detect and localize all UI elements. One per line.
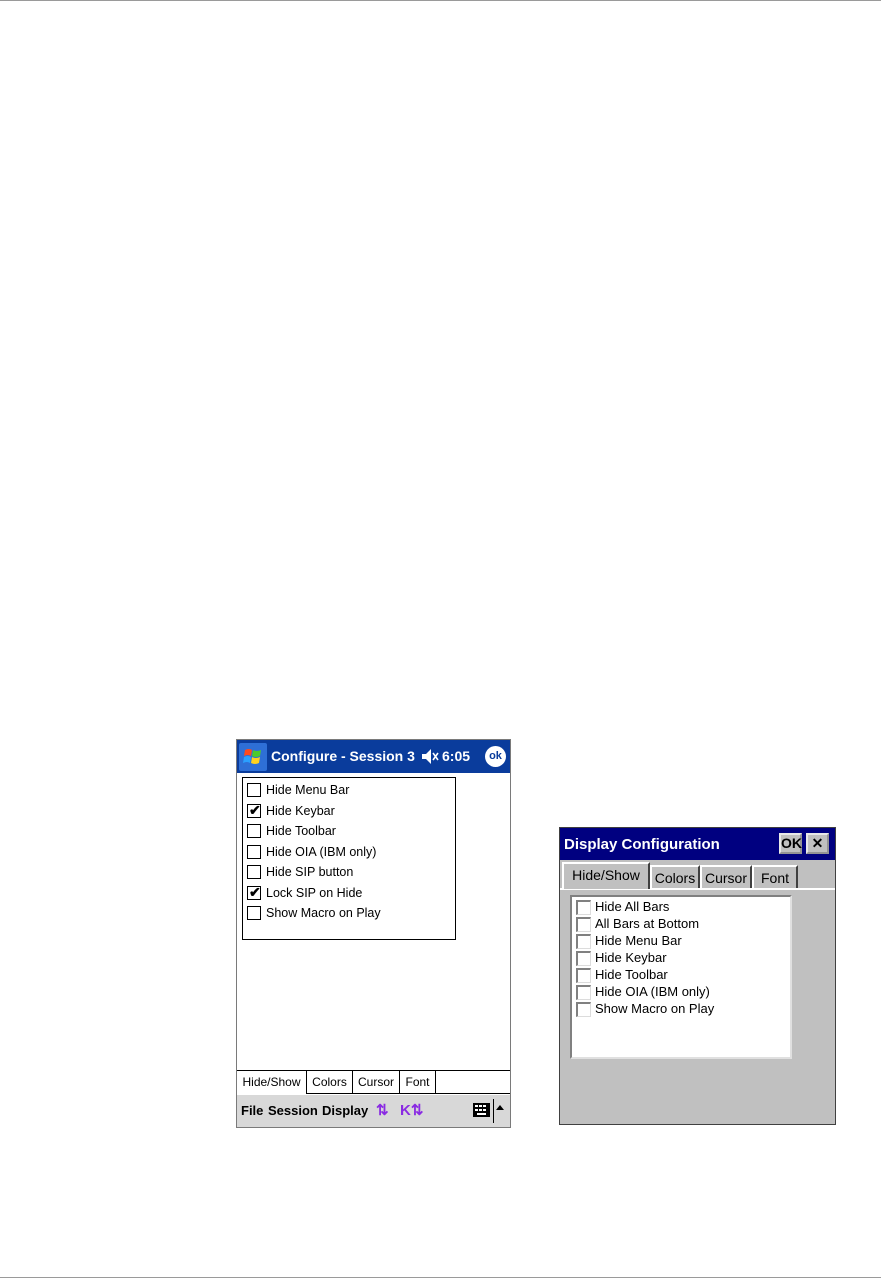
- option-label: All Bars at Bottom: [595, 916, 700, 931]
- option-label: Show Macro on Play: [266, 906, 381, 920]
- checkbox[interactable]: [247, 865, 261, 879]
- arrows-icon[interactable]: ⇅: [376, 1102, 389, 1119]
- checkbox[interactable]: [247, 824, 261, 838]
- checkbox[interactable]: [576, 951, 591, 966]
- tab-strip-filler: [436, 1071, 510, 1094]
- dialog-titlebar: [560, 828, 835, 860]
- option-label: Hide Toolbar: [266, 824, 336, 838]
- dialog-title: Display Configuration: [564, 836, 720, 853]
- checkbox[interactable]: [576, 1002, 591, 1017]
- option-label: Hide Toolbar: [595, 967, 668, 982]
- checkbox[interactable]: [576, 934, 591, 949]
- pocketpc-titlebar: [237, 740, 510, 773]
- menu-separator: [493, 1099, 494, 1123]
- option-label: Hide OIA (IBM only): [595, 984, 710, 999]
- tab-font[interactable]: Font: [752, 865, 798, 889]
- option-label: Hide All Bars: [595, 899, 670, 914]
- close-icon[interactable]: ✕: [806, 833, 829, 854]
- tab-hide-show[interactable]: Hide/Show: [562, 862, 650, 889]
- pocketpc-menu-bar: [237, 1095, 510, 1127]
- option-label: Show Macro on Play: [595, 1001, 715, 1016]
- up-arrow-icon[interactable]: [496, 1105, 504, 1110]
- tab-colors[interactable]: Colors: [307, 1071, 353, 1094]
- checkbox[interactable]: [247, 845, 261, 859]
- speaker-muted-icon[interactable]: [421, 748, 439, 765]
- option-label: Hide Keybar: [266, 803, 335, 818]
- clock-time[interactable]: 6:05: [442, 748, 471, 764]
- page-bottom-rule: [0, 1277, 881, 1278]
- options-listbox: [570, 895, 792, 1059]
- checkbox[interactable]: [576, 900, 591, 915]
- checkbox[interactable]: [247, 906, 261, 920]
- checkmark-icon: ✔: [249, 883, 261, 900]
- option-label: Hide SIP button: [266, 865, 354, 879]
- checkmark-icon: ✔: [249, 801, 261, 818]
- menu-session[interactable]: Session: [268, 1103, 318, 1118]
- key-arrows-icon[interactable]: K⇅: [400, 1102, 424, 1119]
- checkbox[interactable]: [576, 985, 591, 1000]
- menu-file[interactable]: File: [241, 1103, 264, 1118]
- tab-cursor[interactable]: Cursor: [700, 865, 752, 889]
- checkbox[interactable]: [576, 968, 591, 983]
- windows-start-icon[interactable]: [239, 743, 267, 771]
- option-label: Hide Menu Bar: [595, 933, 682, 948]
- tab-font[interactable]: Font: [400, 1071, 436, 1094]
- checkbox-checked[interactable]: [247, 883, 261, 900]
- display-configuration-dialog: [559, 827, 836, 1125]
- menu-display[interactable]: Display: [322, 1103, 369, 1118]
- option-label: Hide Keybar: [595, 950, 667, 965]
- page-top-rule: [0, 0, 881, 1]
- tab-cursor[interactable]: Cursor: [353, 1071, 400, 1094]
- ok-button[interactable]: OK: [779, 833, 802, 854]
- hide-show-options-group: [242, 777, 456, 940]
- pocketpc-tab-strip: [237, 1070, 510, 1095]
- checkbox-checked[interactable]: [247, 801, 261, 818]
- tab-hide-show[interactable]: Hide/Show: [237, 1071, 307, 1094]
- keyboard-icon[interactable]: [473, 1103, 490, 1117]
- checkbox[interactable]: [247, 783, 261, 797]
- pocketpc-configure-window: [236, 739, 511, 1128]
- option-label: Lock SIP on Hide: [266, 885, 363, 900]
- ok-icon[interactable]: ok: [485, 746, 506, 767]
- option-label: Hide Menu Bar: [266, 783, 350, 797]
- option-label: Hide OIA (IBM only): [266, 844, 377, 859]
- window-title: Configure - Session 3: [271, 748, 415, 764]
- tab-colors[interactable]: Colors: [650, 865, 700, 889]
- checkbox[interactable]: [576, 917, 591, 932]
